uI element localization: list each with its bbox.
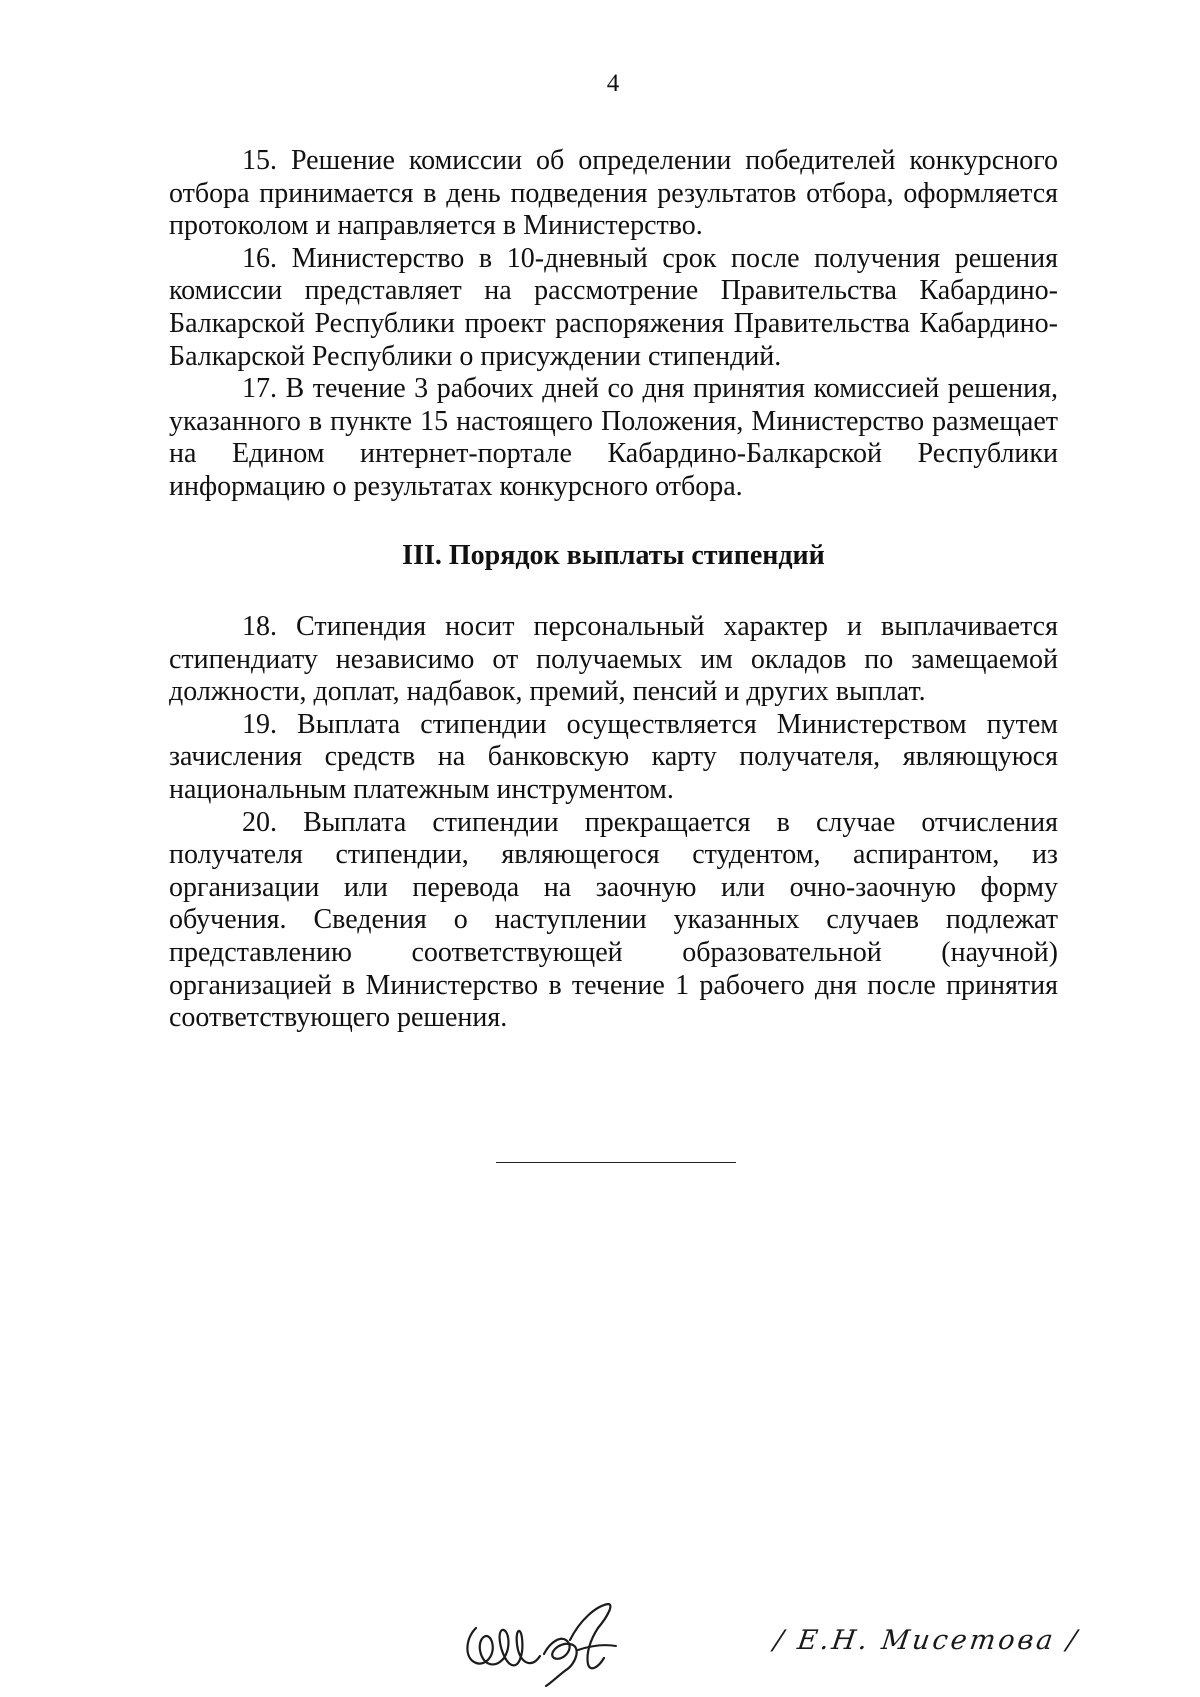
paragraph-19: 19. Выплата стипендии осуществляется Министерством путем зачисления средств на банковскую карту получателя, являющуюся национальным платежным инструментом. — [169, 708, 1058, 805]
paragraph-17: 17. В течение 3 рабочих дней со дня принятия комиссией решения, указанного в пункте 15 настоящего Положения, Министерство размещает на Едином интернет-портале Кабардино-Балкарской Республики информацию о результатах конкурсного отбора. — [169, 373, 1058, 502]
end-of-text-rule — [496, 1162, 736, 1163]
signer-name: / Е.Н. Мисетова / — [771, 1625, 1082, 1656]
signature-drawing — [458, 1598, 658, 1688]
paragraph-16: 16. Министерство в 10-дневный срок после получения решения комиссии представляет на рассмотрение Правительства Кабардино-Балкарской Республики проект распоряжения Правительства Кабардино-Балкарской Республики о присуждении стипендий. — [169, 242, 1058, 372]
section-1-body — [169, 145, 1058, 504]
paragraph-15: 15. Решение комиссии об определении победителей конкурсного отбора принимается в день подведения результатов отбора, оформляется протоколом и направляется в Министерство. — [169, 145, 1058, 242]
paragraph-20: 20. Выплата стипендии прекращается в случае отчисления получателя стипендии, являющегося студентом, аспирантом, из организации или перевода на заочную или очно-заочную форму обучения. Сведения о наступлении указанных случаев подлежат представлению соответствующей образовательной (научной) организацией в Министерство в течение 1 рабочего дня после принятия соответствующего решения. — [169, 806, 1058, 1034]
section-heading: III. Порядок выплаты стипендий — [402, 540, 825, 571]
paragraph-18: 18. Стипендия носит персональный характер и выплачивается стипендиату независимо от получаемых им окладов по замещаемой должности, доплат, надбавок, премий, пенсий и других выплат. — [169, 611, 1058, 708]
section-3-body — [169, 611, 1058, 1035]
handwritten-signature — [458, 1598, 658, 1688]
page-number: 4 — [606, 70, 620, 97]
